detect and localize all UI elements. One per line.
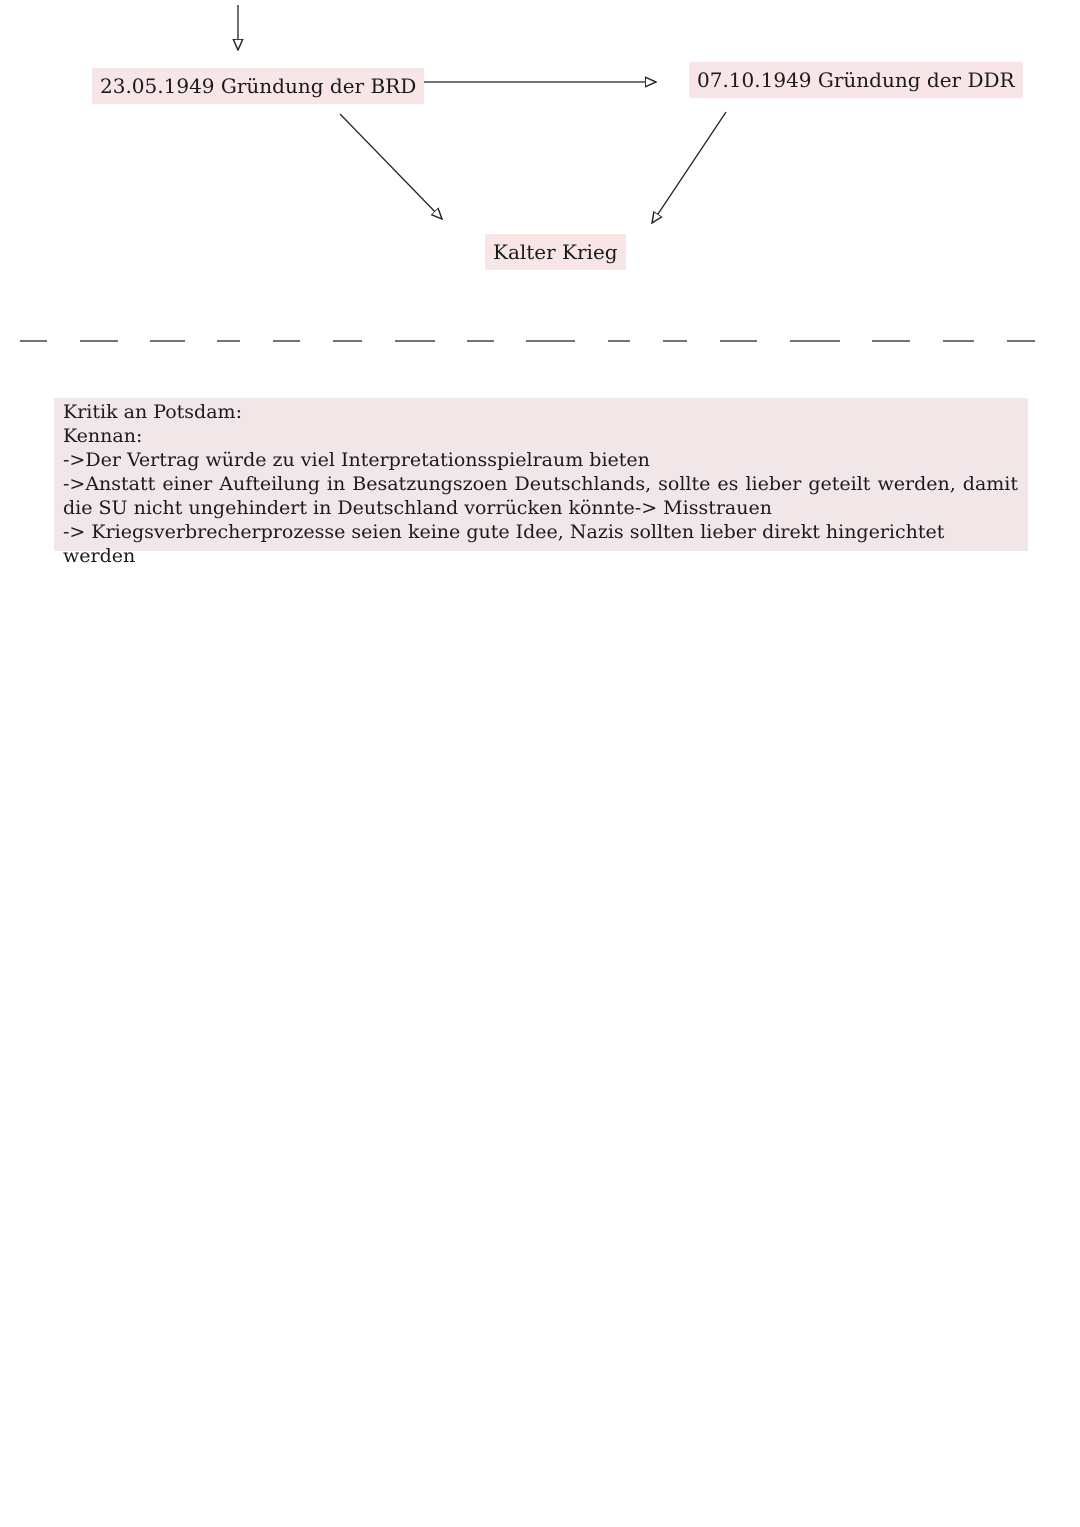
critique-author: Kennan: <box>63 425 143 447</box>
critique-note <box>54 398 1028 567</box>
arrow-brd-to-cold-war <box>340 114 442 219</box>
ddr-founding-box <box>689 62 1023 98</box>
brd-founding-box <box>92 68 424 104</box>
critique-point: -> Kriegsverbrecherprozesse seien keine gute Idee, Nazis sollten lieber direkt hingerichtet werden <box>63 521 945 567</box>
critique-heading: Kritik an Potsdam: <box>63 401 242 423</box>
cold-war-box <box>485 234 626 270</box>
cold-war-label: Kalter Krieg <box>493 240 618 264</box>
brd-founding-label: 23.05.1949 Gründung der BRD <box>100 74 417 98</box>
arrow-ddr-to-cold-war <box>652 112 726 223</box>
ddr-founding-label: 07.10.1949 Gründung der DDR <box>697 68 1015 92</box>
critique-point: ->Der Vertrag würde zu viel Interpretationsspielraum bieten <box>63 449 650 471</box>
critique-point: ->Anstatt einer Aufteilung in Besatzungszoen Deutschlands, sollte es lieber geteilt werden, damit die SU nicht ungehindert in Deutschland vorrücken könnte-> Misstrauen <box>63 473 1018 519</box>
diagram-arrows <box>0 0 1080 400</box>
